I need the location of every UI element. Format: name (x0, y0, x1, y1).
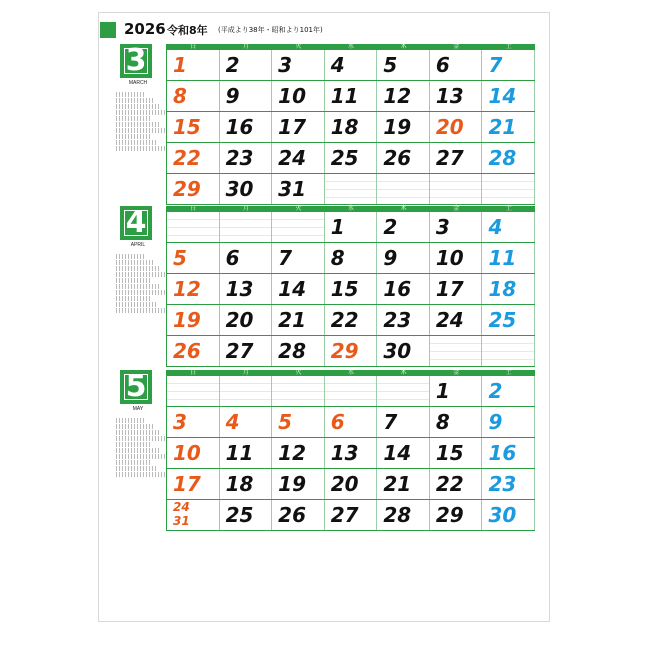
weekday-label: 水 (348, 370, 355, 376)
day-cell[interactable] (430, 50, 483, 80)
day-number: 22 (330, 308, 359, 332)
day-number: 24 (173, 500, 190, 514)
day-cell[interactable] (325, 336, 378, 366)
empty-cell (430, 174, 483, 204)
day-cell[interactable] (377, 112, 430, 142)
empty-cell (272, 376, 325, 406)
day-cell[interactable] (377, 438, 430, 468)
day-number: 5 (173, 246, 187, 270)
year-label: 2026 (124, 20, 166, 38)
day-number: 16 (225, 115, 254, 139)
era-label: 令和8年 (167, 24, 208, 37)
day-number: 11 (488, 246, 517, 270)
day-number: 23 (225, 146, 254, 170)
day-number: 9 (488, 410, 503, 434)
day-number: 12 (173, 277, 201, 301)
day-number: 21 (383, 472, 412, 496)
empty-cell (377, 376, 430, 406)
day-cell[interactable] (482, 305, 535, 335)
day-number: 2 (383, 215, 398, 239)
weekday-label: 水 (348, 206, 355, 212)
day-number: 8 (173, 84, 187, 108)
day-number: 9 (383, 246, 398, 270)
day-cell[interactable] (325, 243, 378, 273)
day-cell[interactable] (220, 274, 273, 304)
day-cell[interactable] (220, 305, 273, 335)
day-cell[interactable] (272, 274, 325, 304)
day-number: 17 (435, 277, 464, 301)
day-number: 3 (278, 53, 293, 77)
weekday-label: 金 (453, 370, 460, 376)
day-cell[interactable] (167, 143, 220, 173)
day-cell[interactable] (272, 469, 325, 499)
day-cell[interactable] (430, 438, 483, 468)
weekday-label: 土 (505, 44, 512, 50)
day-number: 27 (330, 503, 359, 527)
weekday-label: 火 (295, 370, 302, 376)
weekday-label: 日 (190, 206, 197, 212)
month-name: MAY (132, 406, 144, 412)
day-number: 30 (225, 177, 254, 201)
day-cell[interactable] (272, 500, 325, 530)
day-cell[interactable] (377, 305, 430, 335)
day-cell[interactable] (325, 112, 378, 142)
day-cell[interactable] (430, 469, 483, 499)
day-cell[interactable] (220, 243, 273, 273)
day-cell[interactable] (377, 407, 430, 437)
day-number: 25 (488, 308, 517, 332)
day-number: 23 (383, 308, 412, 332)
weekday-label: 水 (348, 44, 355, 50)
weekday-label: 月 (242, 370, 249, 376)
day-number: 20 (225, 308, 254, 332)
week-row (167, 438, 535, 469)
day-number: 8 (330, 246, 345, 270)
day-cell[interactable] (430, 81, 483, 111)
day-number: 14 (278, 277, 306, 301)
day-cell[interactable] (167, 336, 220, 366)
day-number: 25 (330, 146, 359, 170)
month-name: APRIL (130, 242, 146, 248)
week-row (167, 174, 535, 205)
empty-cell (167, 212, 220, 242)
weekday-label: 火 (295, 44, 302, 50)
weekday-label: 金 (453, 206, 460, 212)
week-row (167, 469, 535, 500)
day-number: 10 (435, 246, 464, 270)
day-cell[interactable] (430, 274, 483, 304)
calendar-header (100, 22, 540, 40)
day-cell[interactable] (325, 500, 378, 530)
weekday-label: 月 (242, 206, 249, 212)
day-cell[interactable] (430, 143, 483, 173)
day-number: 21 (488, 115, 517, 139)
day-number: 20 (435, 115, 464, 139)
day-cell[interactable] (482, 112, 535, 142)
holiday-notes (116, 92, 166, 152)
empty-cell (482, 336, 535, 366)
day-number: 6 (330, 410, 345, 434)
day-cell[interactable] (377, 81, 430, 111)
weekday-label: 月 (242, 44, 249, 50)
day-number: 15 (173, 115, 201, 139)
day-cell[interactable] (325, 50, 378, 80)
day-number: 18 (225, 472, 254, 496)
day-cell[interactable] (377, 500, 430, 530)
week-row (167, 143, 535, 174)
month-number: 5 (120, 370, 152, 404)
day-cell[interactable] (325, 274, 378, 304)
day-cell[interactable] (482, 274, 535, 304)
day-cell[interactable] (430, 376, 483, 406)
day-cell[interactable] (167, 438, 220, 468)
month-grid (166, 44, 535, 205)
day-number: 5 (383, 53, 398, 77)
empty-cell (220, 212, 273, 242)
day-cell[interactable] (272, 174, 325, 204)
day-number: 26 (173, 339, 201, 363)
month-number: 4 (120, 206, 152, 240)
day-cell[interactable] (430, 112, 483, 142)
day-cell[interactable] (220, 438, 273, 468)
day-number: 24 (435, 308, 464, 332)
weekday-label: 木 (400, 44, 407, 50)
day-number: 20 (330, 472, 359, 496)
day-number: 7 (383, 410, 398, 434)
day-cell[interactable] (220, 143, 273, 173)
day-cell[interactable] (325, 212, 378, 242)
day-cell[interactable] (167, 174, 220, 204)
day-cell[interactable] (167, 305, 220, 335)
day-cell[interactable] (430, 212, 483, 242)
weekday-label: 金 (453, 44, 460, 50)
day-number: 7 (488, 53, 503, 77)
day-number: 29 (435, 503, 464, 527)
day-cell[interactable] (272, 243, 325, 273)
day-cell[interactable] (167, 50, 220, 80)
day-cell[interactable] (482, 500, 535, 530)
day-number: 29 (330, 339, 359, 363)
day-cell[interactable] (220, 500, 273, 530)
day-cell[interactable] (482, 438, 535, 468)
day-cell[interactable] (325, 469, 378, 499)
day-cell[interactable] (430, 305, 483, 335)
day-cell[interactable] (482, 243, 535, 273)
day-number: 13 (435, 84, 464, 108)
week-row (167, 407, 535, 438)
day-number: 22 (173, 146, 201, 170)
week-row (167, 212, 535, 243)
week-row (167, 112, 535, 143)
day-cell[interactable] (482, 143, 535, 173)
day-cell[interactable] (220, 50, 273, 80)
day-number: 28 (383, 503, 412, 527)
day-number: 31 (278, 177, 306, 201)
day-cell[interactable] (167, 469, 220, 499)
day-number: 21 (278, 308, 306, 332)
weekday-label: 木 (400, 370, 407, 376)
day-number: 15 (330, 277, 359, 301)
empty-cell (220, 376, 273, 406)
day-number: 11 (330, 84, 359, 108)
day-cell[interactable] (220, 469, 273, 499)
day-number: 14 (488, 84, 517, 108)
day-cell[interactable] (430, 500, 483, 530)
day-number: 4 (330, 53, 345, 77)
day-cell[interactable] (272, 50, 325, 80)
empty-cell (430, 336, 483, 366)
day-number: 4 (488, 215, 503, 239)
day-number: 13 (225, 277, 254, 301)
day-number: 18 (488, 277, 517, 301)
day-number: 2 (225, 53, 240, 77)
day-number: 23 (488, 472, 517, 496)
day-cell[interactable] (167, 112, 220, 142)
day-cell[interactable] (377, 336, 430, 366)
week-row (167, 81, 535, 112)
week-row (167, 376, 535, 407)
empty-cell (325, 376, 378, 406)
weekday-label: 木 (400, 206, 407, 212)
day-cell[interactable] (272, 81, 325, 111)
day-number: 28 (278, 339, 306, 363)
day-cell[interactable] (430, 407, 483, 437)
day-number: 22 (435, 472, 464, 496)
day-number: 27 (435, 146, 464, 170)
empty-cell (482, 174, 535, 204)
day-number: 26 (383, 146, 412, 170)
day-number: 15 (435, 441, 464, 465)
day-number: 19 (173, 308, 201, 332)
month-number: 3 (120, 44, 152, 78)
day-number: 2 (488, 379, 503, 403)
day-cell[interactable] (167, 407, 220, 437)
day-number: 28 (488, 146, 517, 170)
day-number: 19 (278, 472, 306, 496)
day-number: 10 (173, 441, 201, 465)
weekday-label: 日 (190, 44, 197, 50)
day-cell[interactable] (167, 243, 220, 273)
day-cell[interactable] (220, 336, 273, 366)
day-number: 10 (278, 84, 306, 108)
day-number: 18 (330, 115, 359, 139)
weekday-label: 土 (505, 370, 512, 376)
week-row (167, 243, 535, 274)
day-cell[interactable] (482, 469, 535, 499)
holiday-notes (116, 254, 166, 314)
empty-cell (325, 174, 378, 204)
empty-cell (167, 376, 220, 406)
day-number: 3 (173, 410, 187, 434)
day-number: 17 (278, 115, 306, 139)
day-cell[interactable] (272, 407, 325, 437)
day-number: 13 (330, 441, 359, 465)
day-cell[interactable] (220, 407, 273, 437)
day-cell[interactable] (482, 212, 535, 242)
day-number: 24 (278, 146, 306, 170)
day-number: 25 (225, 503, 254, 527)
day-number: 1 (173, 53, 187, 77)
day-cell[interactable] (272, 336, 325, 366)
day-cell[interactable] (272, 143, 325, 173)
day-cell[interactable] (482, 376, 535, 406)
day-number: 26 (278, 503, 306, 527)
day-cell[interactable] (220, 112, 273, 142)
era-subtitle: (平成より38年・昭和より101年) (218, 26, 323, 34)
month-name: MARCH (128, 80, 148, 86)
month-grid (166, 370, 535, 531)
day-number: 7 (278, 246, 293, 270)
day-number: 6 (225, 246, 240, 270)
month-grid (166, 206, 535, 367)
day-cell[interactable] (377, 212, 430, 242)
day-cell[interactable] (482, 50, 535, 80)
day-cell[interactable] (377, 243, 430, 273)
day-number: 8 (435, 410, 450, 434)
weekday-label: 日 (190, 370, 197, 376)
day-number: 16 (383, 277, 412, 301)
day-cell[interactable] (430, 243, 483, 273)
day-cell[interactable] (220, 174, 273, 204)
weekday-label: 土 (505, 206, 512, 212)
day-number: 27 (225, 339, 254, 363)
day-number: 11 (225, 441, 254, 465)
empty-cell (377, 174, 430, 204)
day-cell[interactable] (325, 407, 378, 437)
day-cell[interactable] (482, 407, 535, 437)
day-number: 29 (173, 177, 201, 201)
day-cell[interactable] (325, 438, 378, 468)
day-number: 17 (173, 472, 201, 496)
day-cell[interactable] (377, 50, 430, 80)
day-number: 30 (488, 503, 517, 527)
day-cell[interactable] (377, 274, 430, 304)
day-number: 1 (435, 379, 450, 403)
day-cell[interactable] (220, 81, 273, 111)
week-row (167, 50, 535, 81)
week-row (167, 500, 535, 531)
day-number: 1 (330, 215, 345, 239)
day-cell[interactable] (272, 305, 325, 335)
week-row (167, 336, 535, 367)
day-number: 4 (225, 410, 240, 434)
day-number: 3 (435, 215, 450, 239)
brand-logo-icon (100, 22, 116, 38)
day-cell[interactable] (272, 438, 325, 468)
day-cell[interactable] (167, 81, 220, 111)
day-number: 31 (173, 514, 190, 528)
day-cell[interactable] (167, 500, 220, 530)
day-number: 6 (435, 53, 450, 77)
week-row (167, 274, 535, 305)
day-number: 14 (383, 441, 412, 465)
day-number: 19 (383, 115, 412, 139)
day-cell[interactable] (325, 305, 378, 335)
week-row (167, 305, 535, 336)
weekday-label: 火 (295, 206, 302, 212)
day-number: 16 (488, 441, 517, 465)
day-cell[interactable] (167, 274, 220, 304)
day-number: 5 (278, 410, 293, 434)
day-number: 9 (225, 84, 240, 108)
day-cell[interactable] (482, 81, 535, 111)
day-cell[interactable] (325, 143, 378, 173)
day-cell[interactable] (377, 469, 430, 499)
day-number: 30 (383, 339, 412, 363)
day-number: 12 (383, 84, 412, 108)
day-cell[interactable] (377, 143, 430, 173)
holiday-notes (116, 418, 166, 478)
day-cell[interactable] (325, 81, 378, 111)
day-number: 12 (278, 441, 306, 465)
empty-cell (272, 212, 325, 242)
day-cell[interactable] (272, 112, 325, 142)
